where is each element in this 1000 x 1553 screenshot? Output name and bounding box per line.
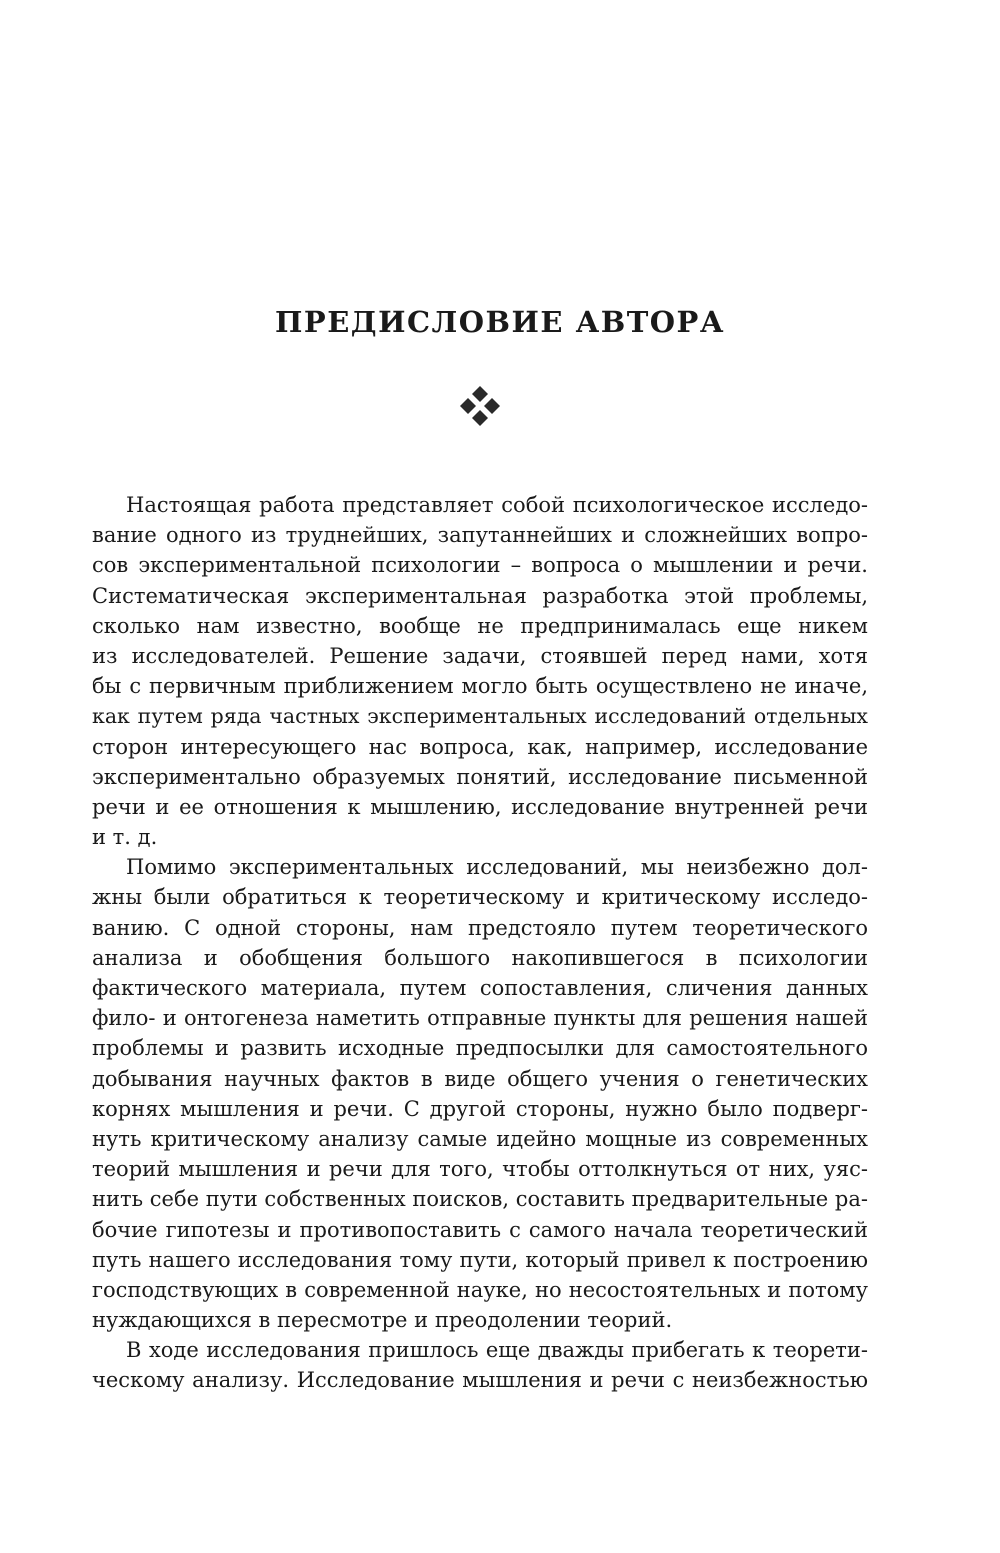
text-line: нить себе пути собственных поисков, составить предварительные ра- bbox=[92, 1187, 868, 1212]
text-line: анализа и обобщения большого накопившегося в психологии bbox=[92, 945, 868, 970]
text-line: как путем ряда частных экспериментальных исследований отдельных bbox=[92, 704, 868, 729]
text-line: добывания научных фактов в виде общего учения о генетических bbox=[92, 1066, 868, 1091]
text-line: Помимо экспериментальных исследований, мы неизбежно дол- bbox=[126, 855, 868, 880]
text-line: нуть критическому анализу самые идейно мощные из современных bbox=[92, 1126, 868, 1151]
text-line: из исследователей. Решение задачи, стоявшей перед нами, хотя bbox=[92, 643, 868, 668]
body-text bbox=[92, 490, 868, 1396]
text-line: сов экспериментальной психологии – вопроса о мышлении и речи. bbox=[92, 553, 868, 578]
text-line: и т. д. bbox=[92, 825, 158, 850]
text-line: фило- и онтогенеза наметить отправные пункты для решения нашей bbox=[92, 1006, 868, 1031]
text-line: нуждающихся в пересмотре и преодолении теорий. bbox=[92, 1308, 673, 1333]
text-line: речи и ее отношения к мышлению, исследование внутренней речи bbox=[92, 794, 868, 819]
text-line: ванию. С одной стороны, нам предстояло путем теоретического bbox=[92, 915, 868, 940]
text-line: Настоящая работа представляет собой психологическое исследо- bbox=[126, 493, 868, 517]
text-line: Систематическая экспериментальная разработка этой проблемы, bbox=[92, 583, 868, 608]
text-line: фактического материала, путем сопоставления, сличения данных bbox=[92, 976, 868, 1000]
text-line: жны были обратиться к теоретическому и критическому исследо- bbox=[92, 885, 868, 910]
four-diamond-ornament-icon bbox=[458, 384, 502, 428]
text-line: путь нашего исследования тому пути, который привел к построению bbox=[92, 1247, 868, 1272]
text-line: теорий мышления и речи для того, чтобы оттолкнуться от них, уяс- bbox=[92, 1157, 868, 1182]
chapter-heading: ПРЕДИСЛОВИЕ АВТОРА bbox=[275, 305, 725, 339]
text-line: сторон интересующего нас вопроса, как, например, исследование bbox=[92, 734, 868, 759]
text-line: бы с первичным приближением могло быть осуществлено не иначе, bbox=[92, 674, 868, 699]
text-line: вание одного из труднейших, запутаннейших и сложнейших вопро- bbox=[92, 523, 868, 548]
text-line: В ходе исследования пришлось еще дважды прибегать к теорети- bbox=[126, 1338, 868, 1363]
text-line: бочие гипотезы и противопоставить с самого начала теоретический bbox=[92, 1217, 868, 1242]
text-line: экспериментально образуемых понятий, исследование письменной bbox=[92, 764, 868, 789]
text-line: господствующих в современной науке, но несостоятельных и потому bbox=[92, 1277, 868, 1302]
text-line: ческому анализу. Исследование мышления и речи с неизбежностью bbox=[92, 1368, 868, 1393]
text-line: проблемы и развить исходные предпосылки для самостоятельного bbox=[92, 1036, 868, 1061]
text-line: корнях мышления и речи. С другой стороны, нужно было подверг- bbox=[92, 1096, 868, 1121]
text-line: сколько нам известно, вообще не предпринималась еще никем bbox=[92, 613, 868, 638]
